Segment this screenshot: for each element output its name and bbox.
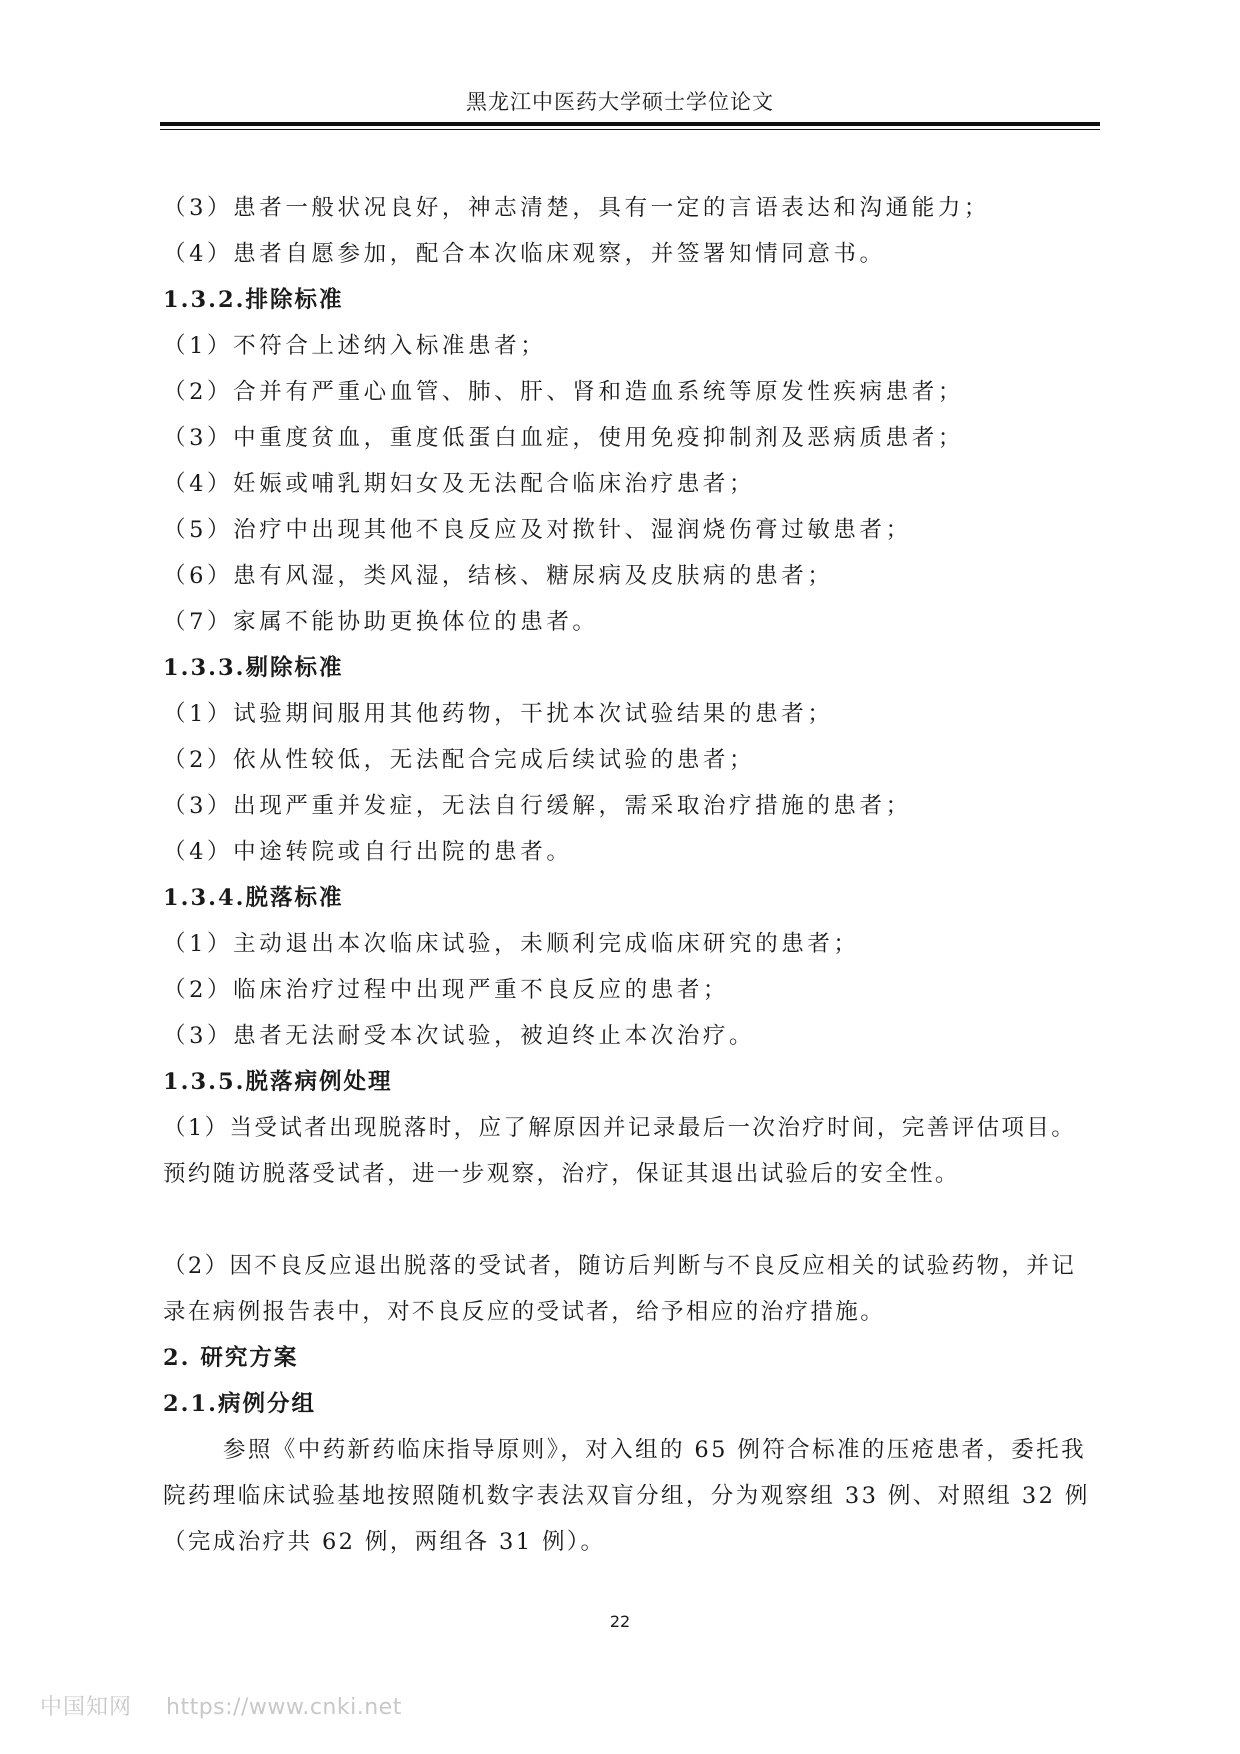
exclusion-item-6: （6）患有风湿，类风湿，结核、糖尿病及皮肤病的患者； [163,563,834,589]
dropout-heading: 1.3.4.脱落标准 [163,885,344,911]
inclusion-item-4: （4）患者自愿参加，配合本次临床观察，并签署知情同意书。 [163,241,886,267]
watermark-url[interactable]: https://www.cnki.net [166,1695,402,1720]
exclusion-heading: 1.3.2.排除标准 [163,287,344,313]
exclusion-item-2: （2）合并有严重心血管、肺、肝、肾和造血系统等原发性疾病患者； [163,379,964,405]
handling-paragraph-2: （2）因不良反应退出脱落的受试者，随访后判断与不良反应相关的试验药物，并记录在病例报告表中，对不良反应的受试者，给予相应的治疗措施。 [163,1253,1077,1325]
exclusion-item-3: （3）中重度贫血，重度低蛋白血症，使用免疫抑制剂及恶病质患者； [163,425,964,451]
dropout-item-3: （3）患者无法耐受本次试验，被迫终止本次治疗。 [163,1023,756,1049]
dropout-item-1: （1）主动退出本次临床试验，未顺利完成临床研究的患者； [163,931,860,957]
header-rule-thick [160,122,1100,126]
section-2-heading: 2. 研究方案 [163,1345,299,1371]
exclusion-item-7: （7）家属不能协助更换体位的患者。 [163,609,599,635]
exclusion-item-4: （4）妊娠或哺乳期妇女及无法配合临床治疗患者； [163,471,756,497]
rejection-item-2: （2）依从性较低，无法配合完成后续试验的患者； [163,747,756,773]
rejection-item-1: （1）试验期间服用其他药物，干扰本次试验结果的患者； [163,701,834,727]
handling-heading: 1.3.5.脱落病例处理 [163,1069,393,1095]
grouping-paragraph: 参照《中药新药临床指导原则》，对入组的 65 例符合标准的压疮患者，委托我院药理临床试验基地按照随机数字表法双盲分组，分为观察组 33 例、对照组 32 例（完成治疗共 62 例，两组各 31 例）。 [163,1437,1090,1555]
dropout-item-2: （2）临床治疗过程中出现严重不良反应的患者； [163,977,730,1003]
watermark [40,1690,402,1721]
rejection-item-4: （4）中途转院或自行出院的患者。 [163,839,573,865]
header-rule-thin [160,129,1100,130]
grouping-heading: 2.1.病例分组 [163,1391,316,1417]
header-title: 黑龙江中医药大学硕士学位论文 [466,90,774,114]
exclusion-item-5: （5）治疗中出现其他不良反应及对揿针、湿润烧伤膏过敏患者； [163,517,912,543]
exclusion-item-1: （1）不符合上述纳入标准患者； [163,333,547,359]
page-number: 22 [609,1612,631,1631]
watermark-brand: 中国知网 [40,1695,133,1720]
rejection-heading: 1.3.3.剔除标准 [163,655,344,681]
inclusion-item-3: （3）患者一般状况良好，神志清楚，具有一定的言语表达和沟通能力； [163,195,991,221]
handling-paragraph-1: （1）当受试者出现脱落时，应了解原因并记录最后一次治疗时间，完善评估项目。预约随访脱落受试者，进一步观察，治疗，保证其退出试验后的安全性。 [163,1115,1077,1187]
rejection-item-3: （3）出现严重并发症，无法自行缓解，需采取治疗措施的患者； [163,793,912,819]
